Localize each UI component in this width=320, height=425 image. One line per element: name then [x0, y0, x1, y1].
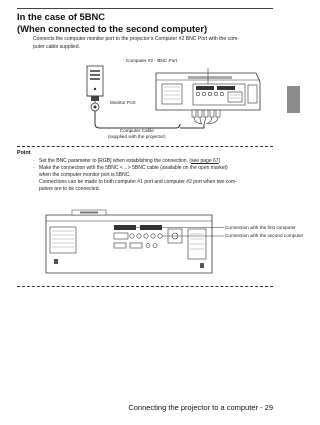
see-page-67-link[interactable]: see page 67 — [191, 158, 219, 164]
projector-rear-panel-illustration — [46, 210, 212, 273]
computer-tower-illustration — [87, 66, 103, 96]
label-cable-line1: Computer Cable — [119, 128, 154, 133]
point-item-two-computers — [33, 179, 273, 193]
point-item-5bnc-cable — [33, 165, 273, 179]
page-footer: Connecting the projector to a computer - 29 — [128, 403, 273, 412]
point-item-2-line1: Make the connection with the 5BNC <→> 5BNC cable (available on the open market) — [39, 165, 228, 171]
point-item-1-end: ) — [218, 158, 221, 164]
point-item-bnc-parameter — [33, 158, 273, 165]
section-title-line2: (When connected to the second computer) — [17, 22, 208, 34]
label-bnc-port: Computer #2 - BNC Port — [126, 58, 178, 63]
label-second-computer: Connection with the second computer — [225, 233, 304, 238]
label-computer-cable — [108, 128, 166, 140]
point-heading: Point — [17, 150, 31, 156]
label-cable-line2: (supplied with the projector) — [108, 134, 166, 139]
intro-paragraph — [33, 36, 273, 51]
top-rule — [17, 8, 273, 9]
point-divider-bottom — [17, 286, 273, 287]
section-title-line1: In the case of 5BNC — [17, 11, 106, 22]
label-monitor-port: Monitor Port — [110, 100, 136, 105]
intro-line1: Connects the computer monitor port to the projector’s Computer #2 BNC Port with the com- — [33, 36, 239, 42]
intro-line2: puter cable supplied. — [33, 43, 81, 50]
point-list — [33, 158, 273, 193]
connection-diagram — [80, 58, 280, 140]
section-title — [17, 11, 207, 34]
point-divider-top — [17, 146, 273, 147]
point-item-2-line2: when the computer monitor port is 5BNC. — [39, 172, 131, 178]
rear-panel-diagram — [44, 207, 304, 277]
chapter-side-tab — [287, 86, 300, 113]
rear-panel-drawing — [44, 207, 276, 277]
label-first-computer: Connection with the first computer — [225, 225, 296, 230]
point-item-3-line2: puters are to be connected. — [39, 186, 100, 192]
point-item-1-text: Set the BNC parameter to [RGB] when establishing the connection. ( — [39, 158, 192, 164]
point-item-3-line1: Connections can be made to both computer #1 port and computer #2 port when two com- — [39, 179, 237, 185]
